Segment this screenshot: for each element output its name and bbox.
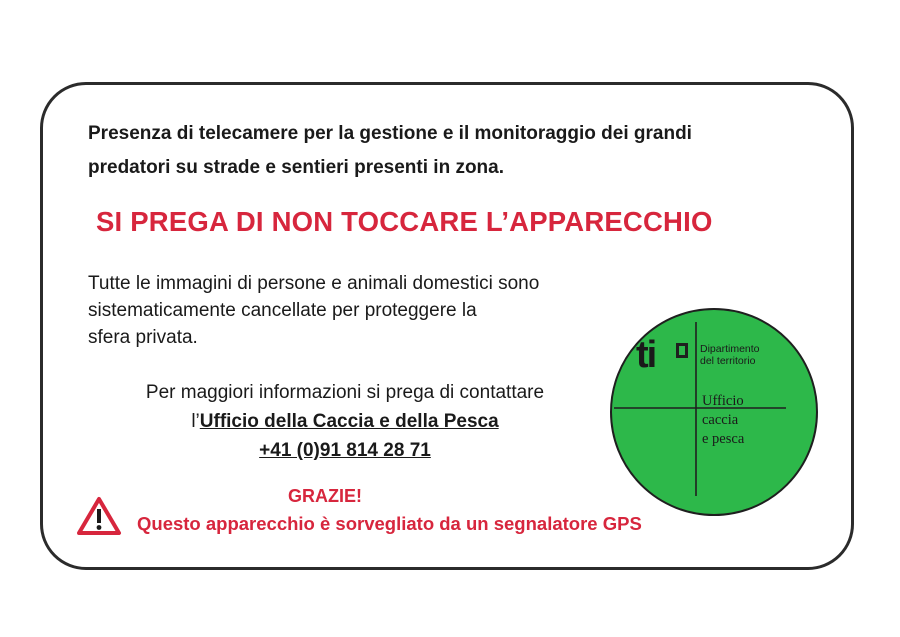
seal-office-line-1: Ufficio xyxy=(702,393,744,409)
seal-office-label xyxy=(702,392,744,449)
gps-notice: Questo apparecchio è sorvegliato da un segnalatore GPS xyxy=(137,513,642,534)
department-line-2: del territorio xyxy=(700,355,756,367)
seal-office-line-3: e pesca xyxy=(702,431,745,447)
privacy-line-1: Tutte le immagini di persone e animali domestici sono xyxy=(88,273,540,294)
seal-office-line-2: caccia xyxy=(702,412,739,428)
phone-number: +41 (0)91 814 28 71 xyxy=(259,440,431,461)
intro-text xyxy=(88,117,692,185)
department-label xyxy=(700,343,760,367)
do-not-touch-warning: SI PREGA DI NON TOCCARE L’APPARECCHIO xyxy=(96,206,713,237)
warning-triangle-icon xyxy=(76,496,122,536)
privacy-line-3: sfera privata. xyxy=(88,327,198,348)
ti-logo: ti xyxy=(636,334,656,376)
thanks-text: GRAZIE! xyxy=(288,486,362,506)
intro-line-2: predatori su strade e sentieri presenti in zona. xyxy=(88,157,505,178)
office-name: Ufficio della Caccia e della Pesca xyxy=(199,411,499,432)
privacy-line-2: sistematicamente cancellate per proteggere la xyxy=(88,300,477,321)
privacy-notice xyxy=(88,270,539,351)
department-line-1: Dipartimento xyxy=(700,343,760,355)
office-line xyxy=(80,407,610,436)
intro-line-1: Presenza di telecamere per la gestione e il monitoraggio dei grandi xyxy=(88,123,692,144)
ticino-shield-icon xyxy=(676,343,688,358)
office-prefix: l’ xyxy=(191,411,200,432)
contact-info xyxy=(80,378,610,465)
contact-line: Per maggiori informazioni si prega di contattare xyxy=(145,382,545,403)
